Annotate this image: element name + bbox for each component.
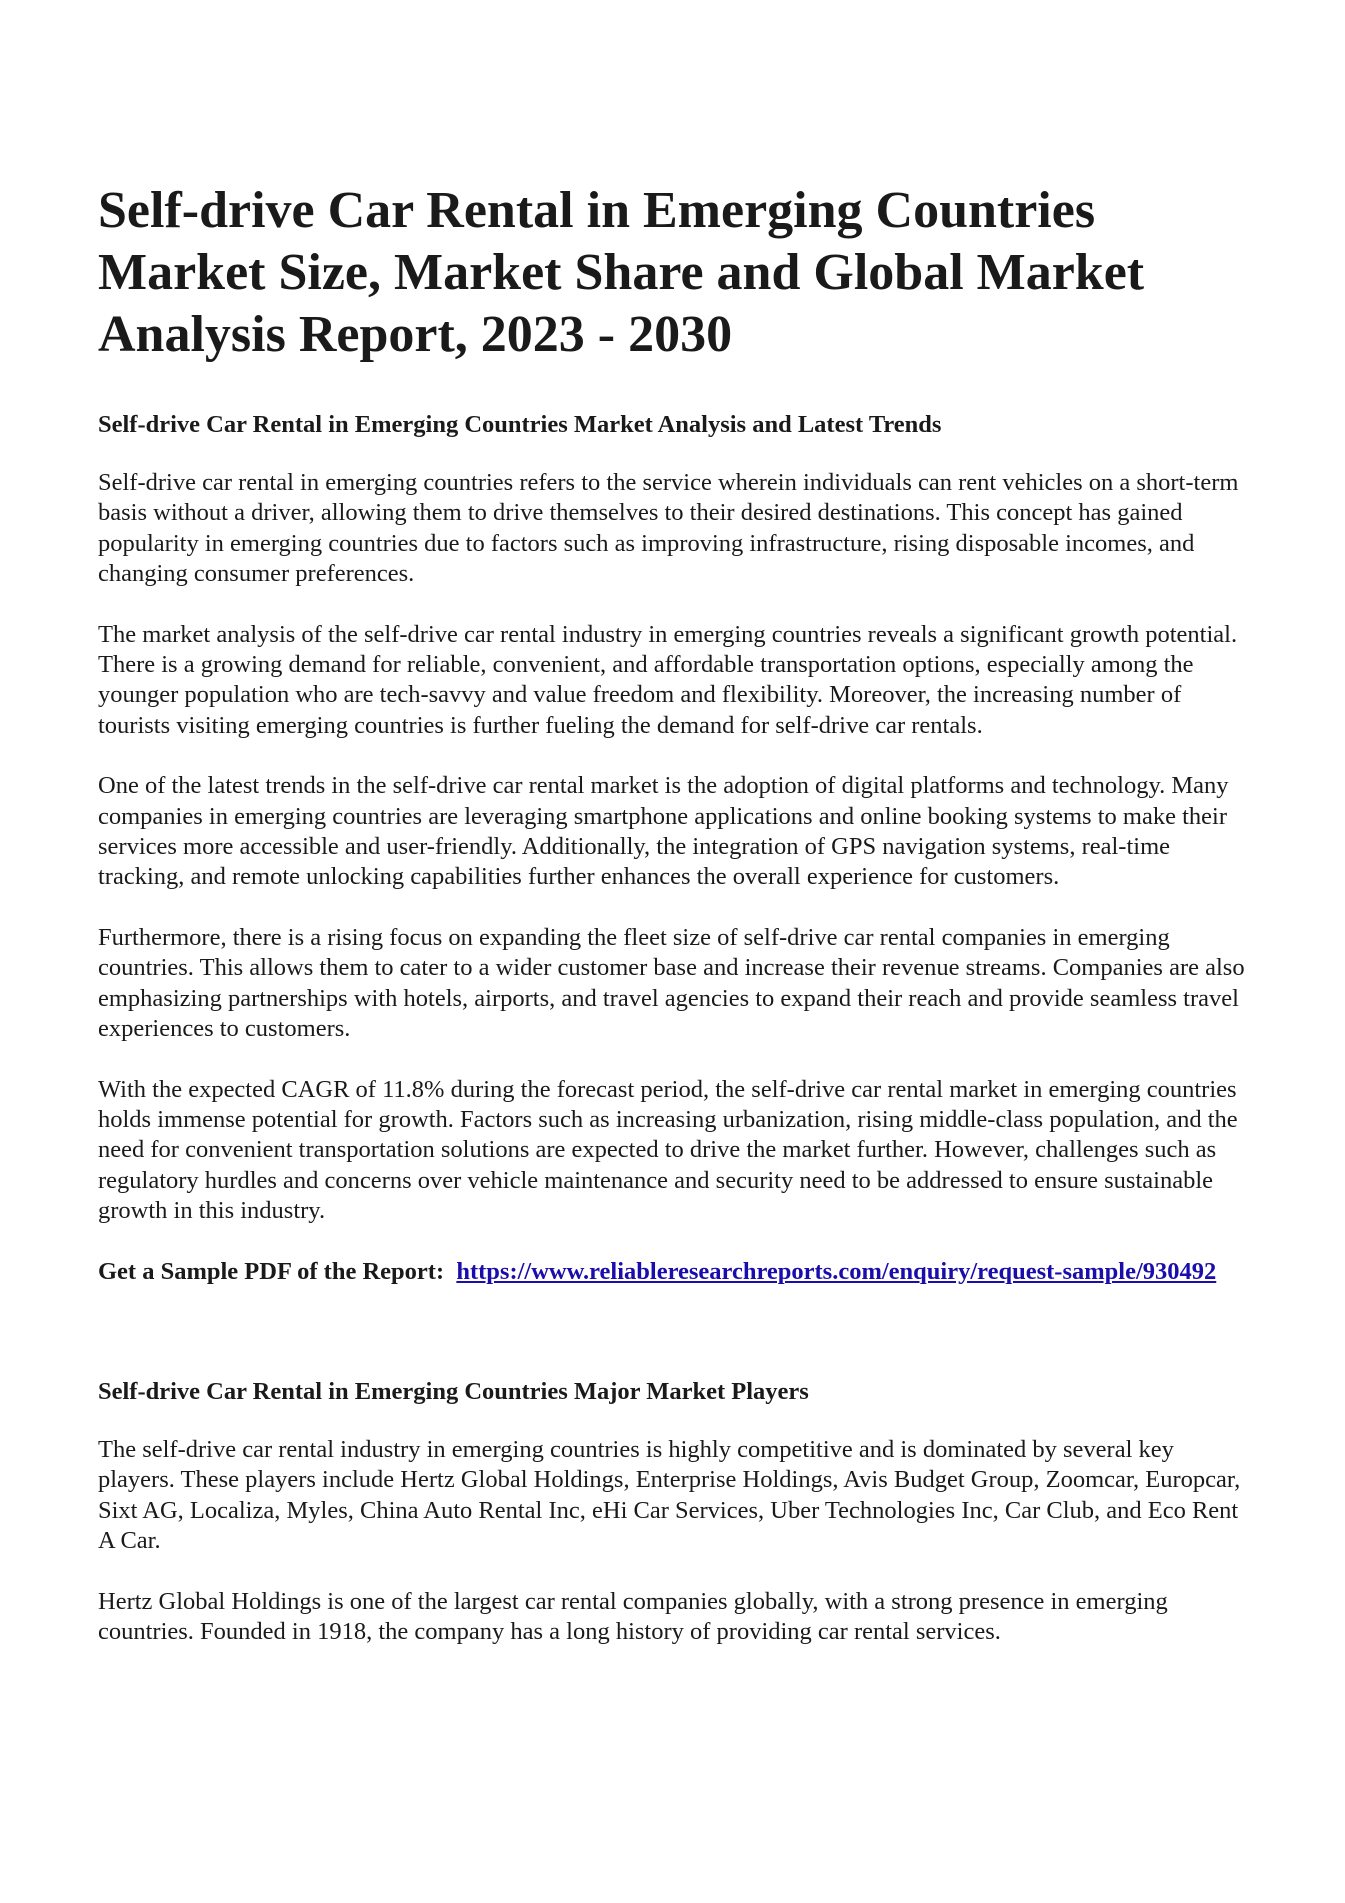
paragraph: Hertz Global Holdings is one of the largest car rental companies globally, with a strong presence in emerging countries. Founded in 1918, the company has a long history of providing car rental services. [98,1587,1168,1645]
document-title: Self-drive Car Rental in Emerging Countries Market Size, Market Share and Global Market Analysis Report, 2023 - 2030 [98,182,1145,363]
section-heading-analysis: Self-drive Car Rental in Emerging Countries Market Analysis and Latest Trends [98,411,942,438]
sample-pdf-line [98,1257,1255,1287]
paragraph: Furthermore, there is a rising focus on expanding the fleet size of self-drive car rental companies in emerging countries. This allows them to cater to a wider customer base and increase their revenue streams. Companies are also emphasizing partnerships with hotels, airports, and travel agencies to expand their reach and provide seamless travel experiences to customers. [98,923,1245,1043]
sample-pdf-link[interactable]: https://www.reliableresearchreports.com/enquiry/request-sample/930492 [456,1257,1217,1285]
paragraph: One of the latest trends in the self-drive car rental market is the adoption of digital platforms and technology. Many companies in emerging countries are leveraging smartphone applications and online booking systems to make their services more accessible and user-friendly. Additionally, the integration of GPS navigation systems, real-time tracking, and remote unlocking capabilities further enhances the overall experience for customers. [98,772,1229,891]
paragraph: Self-drive car rental in emerging countries refers to the service wherein individuals can rent vehicles on a short-term basis without a driver, allowing them to drive themselves to their desired destinations. This concept has gained popularity in emerging countries due to factors such as improving infrastructure, rising disposable incomes, and changing consumer preferences. [98,469,1239,588]
sample-pdf-label: Get a Sample PDF of the Report: [98,1257,445,1285]
paragraph: With the expected CAGR of 11.8% during the forecast period, the self-drive car rental market in emerging countries holds immense potential for growth. Factors such as increasing urbanization, rising middle-class population, and the need for convenient transportation solutions are expected to drive the market further. However, challenges such as regulatory hurdles and concerns over vehicle maintenance and security need to be addressed to ensure sustainable growth in this industry. [98,1075,1238,1225]
paragraph: The self-drive car rental industry in emerging countries is highly competitive and is dominated by several key players. These players include Hertz Global Holdings, Enterprise Holdings, Avis Budget Group, Zoomcar, Europcar, Sixt AG, Localiza, Myles, China Auto Rental Inc, eHi Car Services, Uber Technologies Inc, Car Club, and Eco Rent A Car. [98,1435,1241,1555]
paragraph: The market analysis of the self-drive car rental industry in emerging countries reveals a significant growth potential. There is a growing demand for reliable, convenient, and affordable transportation options, especially among the younger population who are tech-savvy and value freedom and flexibility. Moreover, the increasing number of tourists visiting emerging countries is further fueling the demand for self-drive car rentals. [98,620,1238,739]
section-heading-players: Self-drive Car Rental in Emerging Countries Major Market Players [98,1377,809,1405]
